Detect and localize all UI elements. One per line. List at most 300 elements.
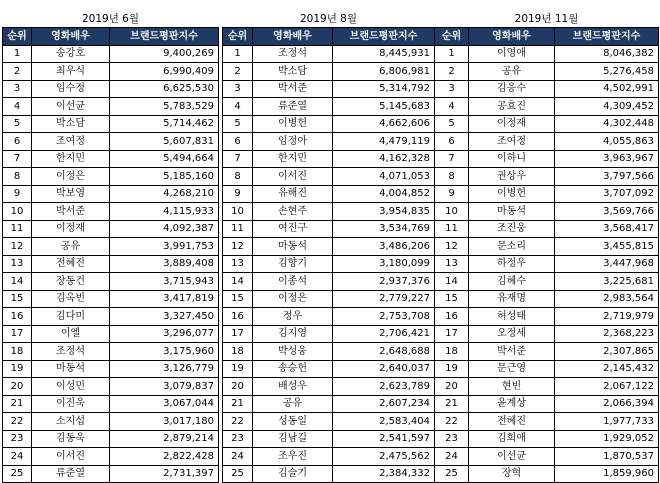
actor-name-cell: 이엘	[32, 325, 110, 343]
table-row	[3, 465, 219, 483]
table-row	[3, 98, 219, 116]
rank-cell: 7	[223, 150, 253, 168]
table-row	[223, 325, 435, 343]
rank-cell: 8	[223, 168, 253, 186]
score-cell: 2,706,421	[333, 325, 435, 343]
actor-name-cell: 이정재	[469, 115, 555, 133]
rank-cell: 14	[3, 273, 32, 291]
score-cell: 5,494,664	[110, 150, 219, 168]
score-cell: 3,455,815	[555, 238, 659, 256]
actor-name-cell: 박보영	[32, 185, 110, 203]
score-cell: 6,806,981	[333, 63, 435, 81]
actor-name-cell: 송승헌	[253, 360, 333, 378]
actor-name-cell: 박소담	[32, 115, 110, 133]
score-cell: 3,797,566	[555, 168, 659, 186]
table-row	[3, 168, 219, 186]
table-row	[223, 413, 435, 431]
score-cell: 2,623,789	[333, 378, 435, 396]
table-row	[223, 203, 435, 221]
rank-cell: 18	[435, 343, 469, 361]
rank-cell: 19	[3, 360, 32, 378]
score-cell: 5,314,792	[333, 80, 435, 98]
actor-name-cell: 공유	[469, 63, 555, 81]
date-row	[435, 12, 659, 28]
header-row	[3, 28, 219, 46]
rank-cell: 23	[3, 430, 32, 448]
actor-name-cell: 전혜진	[469, 413, 555, 431]
score-cell: 3,963,967	[555, 150, 659, 168]
table-row	[223, 220, 435, 238]
table-row	[223, 185, 435, 203]
score-cell: 3,707,092	[555, 185, 659, 203]
score-cell: 5,714,462	[110, 115, 219, 133]
score-cell: 5,607,831	[110, 133, 219, 151]
table-row	[3, 290, 219, 308]
actor-name-cell: 이영애	[469, 45, 555, 63]
table-row	[3, 308, 219, 326]
index-header: 브랜드평판지수	[555, 28, 659, 46]
table-row	[3, 360, 219, 378]
table-row	[3, 378, 219, 396]
table-row	[435, 465, 659, 483]
score-cell: 4,004,852	[333, 185, 435, 203]
actor-name-cell: 조정석	[253, 45, 333, 63]
rank-cell: 3	[435, 80, 469, 98]
ranking-table-november	[434, 12, 659, 483]
table-row	[3, 220, 219, 238]
rank-cell: 9	[3, 185, 32, 203]
rank-cell: 24	[3, 448, 32, 466]
actor-name-cell: 윤계상	[469, 395, 555, 413]
table-row	[435, 290, 659, 308]
table-row	[3, 255, 219, 273]
rank-cell: 6	[435, 133, 469, 151]
actor-header: 영화배우	[469, 28, 555, 46]
table-row	[223, 133, 435, 151]
score-cell: 8,046,382	[555, 45, 659, 63]
score-cell: 2,066,394	[555, 395, 659, 413]
table-row	[435, 343, 659, 361]
score-cell: 4,479,119	[333, 133, 435, 151]
actor-name-cell: 공효진	[469, 98, 555, 116]
table-row	[3, 430, 219, 448]
rank-cell: 5	[223, 115, 253, 133]
rank-cell: 18	[223, 343, 253, 361]
actor-name-cell: 박서준	[253, 80, 333, 98]
score-cell: 1,870,537	[555, 448, 659, 466]
rank-cell: 2	[435, 63, 469, 81]
table-row	[435, 203, 659, 221]
rank-cell: 19	[223, 360, 253, 378]
date-row	[3, 12, 219, 28]
score-cell: 2,753,708	[333, 308, 435, 326]
rank-header: 순위	[223, 28, 253, 46]
score-cell: 3,067,044	[110, 395, 219, 413]
table-row	[435, 80, 659, 98]
actor-name-cell: 정우	[253, 308, 333, 326]
actor-name-cell: 공유	[253, 395, 333, 413]
rank-cell: 13	[223, 255, 253, 273]
actor-name-cell: 허성태	[469, 308, 555, 326]
table-row	[3, 45, 219, 63]
rank-cell: 4	[223, 98, 253, 116]
actor-name-cell: 이하니	[469, 150, 555, 168]
score-cell: 2,541,597	[333, 430, 435, 448]
actor-name-cell: 한지민	[32, 150, 110, 168]
rank-cell: 4	[435, 98, 469, 116]
actor-name-cell: 전혜진	[32, 255, 110, 273]
table-row	[3, 448, 219, 466]
table-row	[435, 45, 659, 63]
table-row	[223, 343, 435, 361]
score-cell: 2,368,223	[555, 325, 659, 343]
score-cell: 3,569,766	[555, 203, 659, 221]
rank-cell: 3	[223, 80, 253, 98]
rank-cell: 12	[435, 238, 469, 256]
rank-cell: 13	[3, 255, 32, 273]
actor-name-cell: 박소담	[253, 63, 333, 81]
actor-name-cell: 임정아	[253, 133, 333, 151]
actor-name-cell: 이성민	[32, 378, 110, 396]
actor-name-cell: 김응수	[469, 80, 555, 98]
score-cell: 6,990,409	[110, 63, 219, 81]
table-row	[435, 448, 659, 466]
rank-cell: 15	[3, 290, 32, 308]
rank-cell: 4	[3, 98, 32, 116]
table-row	[223, 273, 435, 291]
table-row	[435, 308, 659, 326]
score-cell: 4,092,387	[110, 220, 219, 238]
rank-header: 순위	[435, 28, 469, 46]
actor-name-cell: 김동욱	[32, 430, 110, 448]
table-row	[3, 133, 219, 151]
actor-name-cell: 이종석	[253, 273, 333, 291]
score-cell: 2,731,397	[110, 465, 219, 483]
rank-cell: 23	[223, 430, 253, 448]
rank-cell: 12	[3, 238, 32, 256]
rank-cell: 10	[3, 203, 32, 221]
score-cell: 3,486,206	[333, 238, 435, 256]
actor-name-cell: 김슬기	[253, 465, 333, 483]
actor-name-cell: 마동석	[253, 238, 333, 256]
table-row	[3, 343, 219, 361]
actor-name-cell: 송강호	[32, 45, 110, 63]
score-cell: 2,937,376	[333, 273, 435, 291]
rank-cell: 1	[435, 45, 469, 63]
actor-name-cell: 유재명	[469, 290, 555, 308]
rank-cell: 5	[435, 115, 469, 133]
table-row	[435, 150, 659, 168]
table-row	[223, 378, 435, 396]
actor-name-cell: 이서진	[32, 448, 110, 466]
score-cell: 2,583,404	[333, 413, 435, 431]
rank-cell: 19	[435, 360, 469, 378]
rank-cell: 5	[3, 115, 32, 133]
table-row	[435, 430, 659, 448]
actor-name-cell: 장혁	[469, 465, 555, 483]
actor-name-cell: 이서진	[253, 168, 333, 186]
score-cell: 4,071,053	[333, 168, 435, 186]
table-row	[223, 308, 435, 326]
score-cell: 2,475,562	[333, 448, 435, 466]
actor-name-cell: 이선균	[32, 98, 110, 116]
rank-cell: 21	[3, 395, 32, 413]
rank-cell: 20	[3, 378, 32, 396]
score-cell: 2,067,122	[555, 378, 659, 396]
rank-cell: 8	[3, 168, 32, 186]
actor-name-cell: 마동석	[32, 360, 110, 378]
rank-cell: 7	[3, 150, 32, 168]
month-label: 2019년 8월	[223, 12, 435, 28]
rank-cell: 13	[435, 255, 469, 273]
rank-cell: 25	[3, 465, 32, 483]
score-cell: 3,225,681	[555, 273, 659, 291]
score-cell: 3,296,077	[110, 325, 219, 343]
table-row	[223, 168, 435, 186]
rank-cell: 22	[223, 413, 253, 431]
table-row	[3, 395, 219, 413]
score-cell: 3,417,819	[110, 290, 219, 308]
rank-cell: 16	[223, 308, 253, 326]
actor-name-cell: 임수정	[32, 80, 110, 98]
actor-name-cell: 한지민	[253, 150, 333, 168]
table-row	[223, 80, 435, 98]
rank-cell: 22	[435, 413, 469, 431]
table-row	[223, 63, 435, 81]
actor-name-cell: 장동건	[32, 273, 110, 291]
ranking-table-august	[222, 12, 435, 483]
score-cell: 4,055,863	[555, 133, 659, 151]
score-cell: 3,079,837	[110, 378, 219, 396]
score-cell: 3,889,408	[110, 255, 219, 273]
table-row	[3, 185, 219, 203]
table-row	[223, 465, 435, 483]
month-label: 2019년 11월	[435, 12, 659, 28]
rank-cell: 25	[435, 465, 469, 483]
score-cell: 2,822,428	[110, 448, 219, 466]
actor-name-cell: 손현주	[253, 203, 333, 221]
actor-name-cell: 김남길	[253, 430, 333, 448]
header-row	[435, 28, 659, 46]
table-row	[3, 150, 219, 168]
actor-name-cell: 이정은	[253, 290, 333, 308]
actor-name-cell: 이병헌	[469, 185, 555, 203]
rank-cell: 11	[3, 220, 32, 238]
table-row	[223, 45, 435, 63]
rank-cell: 1	[3, 45, 32, 63]
rank-cell: 14	[223, 273, 253, 291]
rank-cell: 16	[435, 308, 469, 326]
rank-cell: 11	[223, 220, 253, 238]
score-cell: 5,783,529	[110, 98, 219, 116]
rank-cell: 7	[435, 150, 469, 168]
actor-name-cell: 유해진	[253, 185, 333, 203]
actor-name-cell: 이선균	[469, 448, 555, 466]
table-row	[223, 290, 435, 308]
rank-cell: 22	[3, 413, 32, 431]
actor-name-cell: 박서준	[32, 203, 110, 221]
score-cell: 4,268,210	[110, 185, 219, 203]
actor-name-cell: 조진웅	[469, 220, 555, 238]
actor-name-cell: 문소리	[469, 238, 555, 256]
rank-cell: 15	[223, 290, 253, 308]
table-row	[223, 430, 435, 448]
table-row	[223, 360, 435, 378]
rank-cell: 6	[3, 133, 32, 151]
score-cell: 2,384,332	[333, 465, 435, 483]
actor-name-cell: 성동일	[253, 413, 333, 431]
table-body-june	[3, 12, 219, 483]
actor-name-cell: 조여정	[469, 133, 555, 151]
actor-name-cell: 김향기	[253, 255, 333, 273]
actor-name-cell: 김지영	[253, 325, 333, 343]
rank-cell: 10	[435, 203, 469, 221]
score-cell: 2,983,564	[555, 290, 659, 308]
score-cell: 3,534,769	[333, 220, 435, 238]
actor-name-cell: 김다미	[32, 308, 110, 326]
actor-name-cell: 류준열	[253, 98, 333, 116]
actor-name-cell: 하정우	[469, 255, 555, 273]
score-cell: 3,991,753	[110, 238, 219, 256]
score-cell: 3,954,835	[333, 203, 435, 221]
table-row	[3, 238, 219, 256]
score-cell: 2,145,432	[555, 360, 659, 378]
actor-name-cell: 김희애	[469, 430, 555, 448]
actor-name-cell: 공유	[32, 238, 110, 256]
score-cell: 2,879,214	[110, 430, 219, 448]
table-row	[223, 115, 435, 133]
score-cell: 2,719,979	[555, 308, 659, 326]
rank-cell: 17	[435, 325, 469, 343]
header-row	[223, 28, 435, 46]
rank-cell: 9	[435, 185, 469, 203]
score-cell: 1,859,960	[555, 465, 659, 483]
score-cell: 5,145,683	[333, 98, 435, 116]
table-row	[435, 168, 659, 186]
actor-name-cell: 이진욱	[32, 395, 110, 413]
table-row	[435, 185, 659, 203]
actor-name-cell: 소지섭	[32, 413, 110, 431]
rank-cell: 21	[435, 395, 469, 413]
score-cell: 4,662,606	[333, 115, 435, 133]
rank-cell: 11	[435, 220, 469, 238]
table-row	[435, 395, 659, 413]
score-cell: 3,175,960	[110, 343, 219, 361]
index-header: 브랜드평판지수	[110, 28, 219, 46]
score-cell: 2,648,688	[333, 343, 435, 361]
actor-name-cell: 박성웅	[253, 343, 333, 361]
actor-name-cell: 권상우	[469, 168, 555, 186]
actor-name-cell: 여진구	[253, 220, 333, 238]
ranking-table-june	[2, 12, 219, 483]
score-cell: 3,327,450	[110, 308, 219, 326]
score-cell: 4,302,448	[555, 115, 659, 133]
rank-cell: 6	[223, 133, 253, 151]
table-row	[435, 133, 659, 151]
table-row	[223, 448, 435, 466]
score-cell: 3,126,779	[110, 360, 219, 378]
rank-cell: 9	[223, 185, 253, 203]
table-row	[3, 203, 219, 221]
rank-cell: 20	[223, 378, 253, 396]
actor-name-cell: 조우진	[253, 448, 333, 466]
rank-cell: 1	[223, 45, 253, 63]
score-cell: 4,502,991	[555, 80, 659, 98]
table-row	[3, 80, 219, 98]
score-cell: 3,447,968	[555, 255, 659, 273]
rank-cell: 8	[435, 168, 469, 186]
date-row	[223, 12, 435, 28]
actor-header: 영화배우	[253, 28, 333, 46]
actor-name-cell: 조정석	[32, 343, 110, 361]
table-row	[3, 273, 219, 291]
score-cell: 9,400,269	[110, 45, 219, 63]
rank-cell: 17	[223, 325, 253, 343]
rank-cell: 21	[223, 395, 253, 413]
rank-cell: 2	[223, 63, 253, 81]
table-row	[435, 220, 659, 238]
table-row	[435, 273, 659, 291]
rank-cell: 24	[223, 448, 253, 466]
actor-name-cell: 이병헌	[253, 115, 333, 133]
actor-name-cell: 오정세	[469, 325, 555, 343]
rank-header: 순위	[3, 28, 32, 46]
rank-cell: 18	[3, 343, 32, 361]
table-row	[223, 150, 435, 168]
rank-cell: 14	[435, 273, 469, 291]
table-row	[223, 238, 435, 256]
score-cell: 2,607,234	[333, 395, 435, 413]
table-row	[435, 413, 659, 431]
table-row	[435, 360, 659, 378]
actor-name-cell: 이정재	[32, 220, 110, 238]
table-row	[3, 413, 219, 431]
table-row	[435, 378, 659, 396]
rank-cell: 23	[435, 430, 469, 448]
actor-name-cell: 류준열	[32, 465, 110, 483]
score-cell: 4,162,328	[333, 150, 435, 168]
rank-cell: 20	[435, 378, 469, 396]
score-cell: 2,779,227	[333, 290, 435, 308]
actor-name-cell: 이정은	[32, 168, 110, 186]
score-cell: 3,568,417	[555, 220, 659, 238]
score-cell: 3,017,180	[110, 413, 219, 431]
score-cell: 3,715,943	[110, 273, 219, 291]
actor-name-cell: 마동석	[469, 203, 555, 221]
table-row	[223, 395, 435, 413]
score-cell: 2,640,037	[333, 360, 435, 378]
rank-cell: 16	[3, 308, 32, 326]
actor-name-cell: 조여정	[32, 133, 110, 151]
table-row	[435, 238, 659, 256]
table-row	[3, 115, 219, 133]
table-row	[223, 98, 435, 116]
table-row	[3, 325, 219, 343]
rank-cell: 12	[223, 238, 253, 256]
score-cell: 1,977,733	[555, 413, 659, 431]
actor-name-cell: 박서준	[469, 343, 555, 361]
rank-cell: 10	[223, 203, 253, 221]
table-row	[435, 115, 659, 133]
rank-cell: 2	[3, 63, 32, 81]
table-row	[435, 98, 659, 116]
rank-cell: 3	[3, 80, 32, 98]
rank-cell: 17	[3, 325, 32, 343]
index-header: 브랜드평판지수	[333, 28, 435, 46]
actor-name-cell: 김혜수	[469, 273, 555, 291]
table-row	[3, 63, 219, 81]
actor-name-cell: 현빈	[469, 378, 555, 396]
